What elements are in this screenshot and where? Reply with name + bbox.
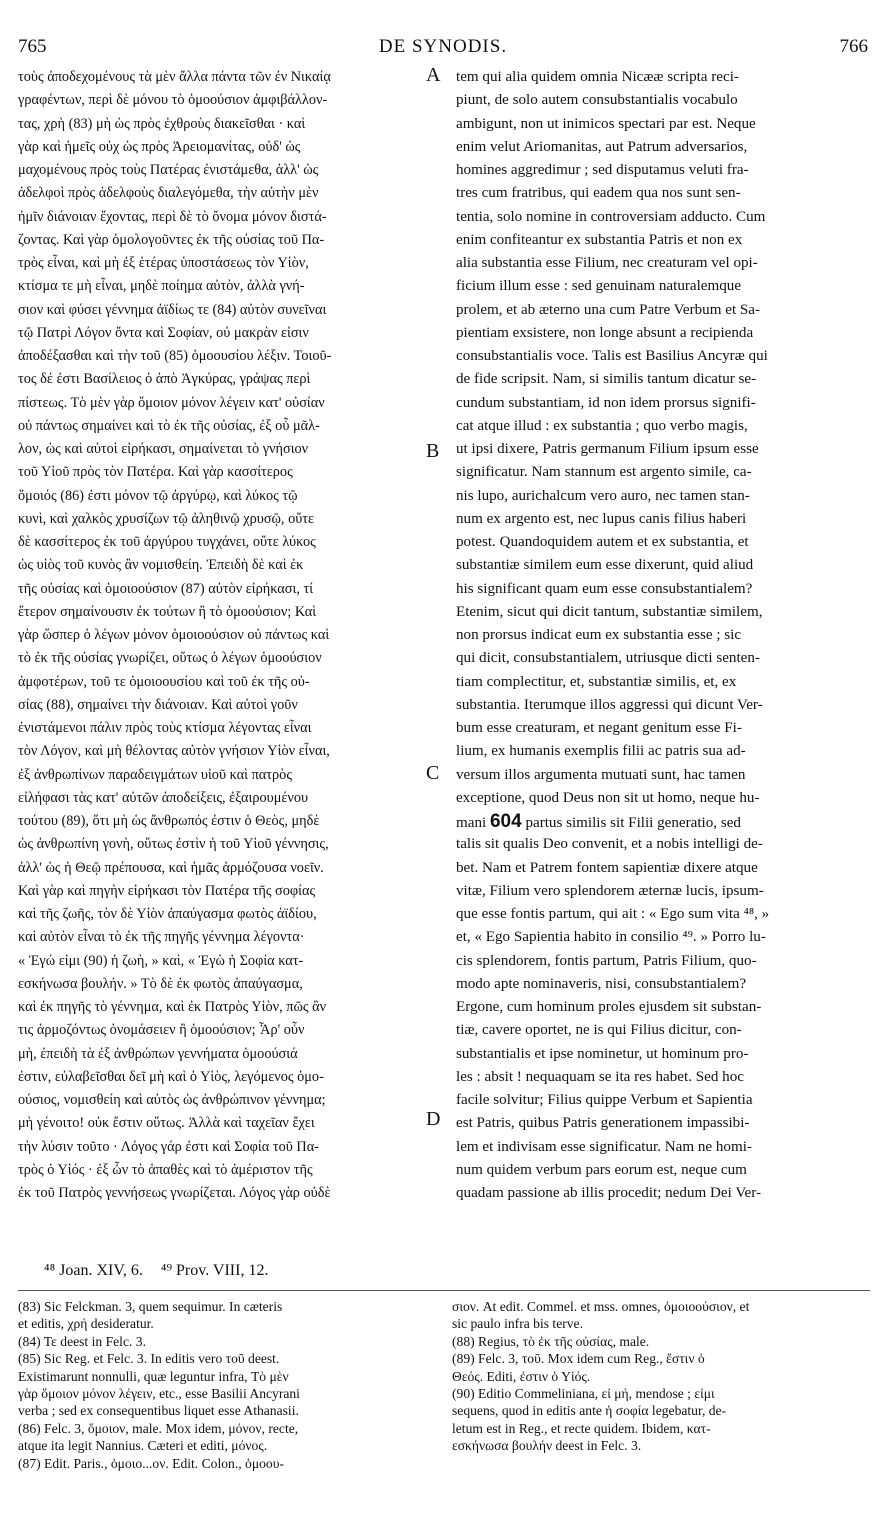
greek-text-line: σιον καὶ φύσει γέννημα ἀϊδίως τε (84) αὐτὸν συνεῖναι bbox=[18, 301, 327, 318]
latin-text-line: bum esse creaturam, et negant genitum esse Fi- bbox=[456, 720, 742, 736]
latin-text-line: Ergone, cum hominum proles ejusdem sit substan- bbox=[456, 999, 762, 1015]
section-marker-d: D bbox=[426, 1108, 441, 1130]
latin-text-line: facile solvitur; Filius quippe Verbum et Sapientia bbox=[456, 1092, 753, 1108]
footnote-line: et editis, χρή desideratur. bbox=[18, 1316, 154, 1332]
latin-text-line: consubstantialis voce. Talis est Basilius Ancyræ qui bbox=[456, 348, 768, 364]
running-header bbox=[18, 36, 868, 60]
footnote-line: (90) Editio Commeliniana, εἰ μή, mendose ; εἰμι bbox=[452, 1385, 715, 1401]
latin-text-line: homines aggredimur ; sed disputamus veluti fra- bbox=[456, 162, 749, 178]
footnote-line: Θεός. Editi, ἐστιν ὁ Υἱός. bbox=[452, 1368, 591, 1384]
latin-text-line: substantialis et ipse nominetur, ut hominum pro- bbox=[456, 1045, 749, 1062]
latin-text-line: tres cum fratribus, qui eadem qua nos sunt sen- bbox=[456, 185, 741, 202]
scripture-ref: ⁴⁹ Prov. VIII, 12. bbox=[160, 1262, 269, 1279]
latin-text-line: num quidem verbum pars eorum est, neque cum bbox=[456, 1161, 747, 1178]
greek-text-line: δὲ κασσίτερος ἐκ τοῦ ἀργύρου τυγχάνει, οὔτε λύκος bbox=[18, 534, 316, 550]
greek-text-line: τὸν Λόγον, καὶ μὴ θέλοντας αὐτὸν γνήσιον Υἱὸν εἶναι, bbox=[18, 743, 330, 760]
latin-text-line: qui dicit, consubstantialem, utriusque dicti senten- bbox=[456, 650, 760, 667]
latin-text-fragment: mani bbox=[456, 815, 490, 831]
greek-text-line: ἐκ τοῦ Πατρὸς γεννήσεως γνωρίζεται. Λόγος γὰρ οὐδὲ bbox=[18, 1185, 331, 1201]
latin-text-line: Etenim, sicut qui dicit tantum, substantiæ similem, bbox=[456, 603, 763, 620]
greek-text-line: τῆς οὐσίας καὶ ὁμοιοούσιον (87) αὐτὸν εἰρήκασι, τί bbox=[18, 580, 314, 597]
greek-text-line: οὐ πάντως σημαίνει καὶ τὸ ἐκ τῆς οὐσίας, ἐξ οὗ μᾶλ- bbox=[18, 417, 320, 434]
greek-text-line: τις ἁρμοζόντως ὀνομάσειεν ἢ ὁμοούσιον; Ἆρ' οὖν bbox=[18, 1022, 305, 1039]
latin-text-line: exceptione, quod Deus non sit ut homo, neque hu- bbox=[456, 789, 760, 806]
latin-text-line: est Patris, quibus Patris generationem impassibi- bbox=[456, 1115, 750, 1132]
running-title: DE SYNODIS. bbox=[378, 36, 508, 57]
greek-text-line: καὶ τῆς ζωῆς, τὸν δὲ Υἱὸν ἀπαύγασμα φωτὸς ἀϊδίου, bbox=[18, 906, 317, 922]
greek-text-line: μαχομένους πρὸς τοὺς Πατέρας ἐνιστάμεθα, ἀλλ' ὡς bbox=[18, 162, 319, 178]
scripture-ref: ⁴⁸ Joan. XIV, 6. bbox=[44, 1262, 143, 1279]
greek-text-line: ὡς υἱὸς τοῦ κυνὸς ἂν νομισθείη. Ἐπειδὴ δὲ καὶ ἐκ bbox=[18, 557, 304, 574]
latin-text-line: ficium illum esse : sed genuinam naturalemque bbox=[456, 278, 742, 295]
greek-text-line: ἀποδέξασθαι καὶ τὴν τοῦ (85) ὁμοουσίου λέξιν. Τοιοῦ- bbox=[18, 348, 332, 364]
latin-text-line: vitæ, Filium vero splendorem æternæ lucis, ipsum- bbox=[456, 882, 764, 899]
latin-text-line: his significant quam eum esse consubstantialem? bbox=[456, 580, 753, 597]
latin-text-line: alia substantia esse Filium, nec creaturam vel opi- bbox=[456, 255, 758, 271]
latin-text-line: cat atque illud : ex substantia ; quo verbo magis, bbox=[456, 417, 748, 434]
latin-text-line: tiæ, cavere oportet, ne is qui Filius dicitur, con- bbox=[456, 1022, 742, 1039]
greek-text-line: Καὶ γὰρ καὶ πηγὴν εἰρήκασι τὸν Πατέρα τῆς σοφίας bbox=[18, 882, 316, 899]
latin-text-line: num ex argento est, nec lupus canis filius haberi bbox=[456, 510, 747, 527]
latin-text-line: potest. Quandoquidem autem et ex substantia, et bbox=[456, 534, 749, 550]
greek-text-line: ἡμῖν διάνοιαν ἔχοντας, περὶ δὲ τὸ ὄνομα μόνον διστά- bbox=[18, 208, 327, 225]
greek-text-line: γραφέντων, περὶ δὲ μόνου τὸ ὁμοούσιον ἀμφιβάλλον- bbox=[18, 92, 328, 109]
latin-text-line: substantia. Iterumque illos aggressi qui dicunt Ver- bbox=[456, 696, 763, 713]
latin-text-line: significatur. Nam stannum est argento simile, ca- bbox=[456, 464, 752, 481]
latin-text-line: talis sit qualis Deo convenit, et a nobis intelligi de- bbox=[456, 836, 763, 853]
latin-text-line: quadam passione ab illis procedit; nedum Dei Ver- bbox=[456, 1185, 761, 1201]
latin-text-line bbox=[456, 810, 870, 833]
page-number-right: 766 bbox=[839, 36, 868, 57]
greek-text-line: μὴ, ἐπειδὴ τὰ ἐξ ἀνθρώπων γεννήματα ὁμοούσιά bbox=[18, 1045, 298, 1062]
section-marker-c: C bbox=[426, 762, 440, 784]
footnote-line: (84) Τε deest in Felc. 3. bbox=[18, 1333, 146, 1349]
latin-text-line: lem et indivisam esse significatur. Nam ne homi- bbox=[456, 1138, 752, 1155]
footnotes-right bbox=[452, 1298, 870, 1455]
page-number-left: 765 bbox=[18, 36, 47, 57]
latin-text-line: versum illos argumenta mutuati sunt, hac tamen bbox=[456, 766, 746, 783]
latin-text-line: substantiæ similem eum esse dixerunt, quid aliud bbox=[456, 557, 754, 574]
section-marker-a: A bbox=[426, 64, 441, 86]
latin-text-line: les : absit ! nequaquam se ita res habet. Sed hoc bbox=[456, 1068, 744, 1085]
footnote-line: (87) Edit. Paris., ὁμοιο...ον. Edit. Colon., ὁμοου- bbox=[18, 1455, 284, 1471]
greek-text-line: τὴν λύσιν τοῦτο · Λόγος γάρ ἐστι καὶ Σοφία τοῦ Πα- bbox=[18, 1138, 319, 1155]
footnote-divider bbox=[18, 1290, 870, 1291]
latin-text-line: que esse fontis partum, qui ait : « Ego sum vita ⁴⁸, » bbox=[456, 906, 770, 922]
greek-text-line: τρὸς ὁ Υἱός · ἐξ ὧν τὸ ἀπαθὲς καὶ τὸ ἀμέριστον τῆς bbox=[18, 1161, 313, 1178]
footnote-line: εσκήνωσα βουλήν deest in Felc. 3. bbox=[452, 1438, 642, 1454]
footnotes-left bbox=[18, 1298, 428, 1472]
latin-text-line: non prorsus indicat eum ex substantia esse ; sic bbox=[456, 627, 742, 643]
greek-text-line: ἐστιν, εὐλαβεῖσθαι δεῖ μὴ καὶ ὁ Υἱὸς, λεγόμενος ὁμο- bbox=[18, 1068, 324, 1085]
footnote-line: (89) Felc. 3, τοῦ. Mox idem cum Reg., ἔστιν ὁ bbox=[452, 1351, 705, 1367]
latin-text-line: bet. Nam et Patrem fontem sapientiæ dixere atque bbox=[456, 859, 758, 876]
greek-text-line: κυνὶ, καὶ χαλκὸς χρυσίζων τῷ ἀληθινῷ χρυσῷ, οὔτε bbox=[18, 510, 315, 527]
latin-text-line: et, « Ego Sapientia habito in consilio ⁴⁹. » Porro lu- bbox=[456, 929, 766, 946]
section-marker-b: B bbox=[426, 440, 440, 462]
column-number: 604 bbox=[489, 811, 522, 832]
latin-text-line: enim velut Ariomanitas, aut Patrum adversarios, bbox=[456, 138, 748, 155]
greek-text-line: εσκήνωσα βουλήν. » Τὸ δὲ ἐκ φωτὸς ἀπαύγασμα, bbox=[18, 975, 303, 992]
greek-text-line: μὴ γένοιτο! οὐκ ἔστιν οὕτως. Ἀλλὰ καὶ ταχεῖαν ἔχει bbox=[18, 1115, 315, 1132]
greek-text-line: τρὸς εἶναι, καὶ μὴ ἐξ ἑτέρας ὑποστάσεως τὸν Υἱὸν, bbox=[18, 255, 309, 271]
footnote-line: atque ita legit Nannius. Cæteri et editi, μόνος. bbox=[18, 1438, 268, 1454]
latin-text-line: ambigunt, non ut inimicos spectari par est. Neque bbox=[456, 115, 756, 132]
latin-text-line: ut ipsi dixere, Patris germanum Filium ipsum esse bbox=[456, 441, 759, 457]
footnote-line: (88) Regius, τὸ ἐκ τῆς οὐσίας, male. bbox=[452, 1333, 650, 1349]
latin-text-line: de fide scripsit. Nam, si similis tantum dicatur se- bbox=[456, 371, 757, 388]
footnote-line: sequens, quod in editis ante ἡ σοφία legebatur, de- bbox=[452, 1403, 727, 1419]
greek-text-line: τὸ ἐκ τῆς οὐσίας γνωρίζει, οὕτως ὁ λέγων ὁμοούσιον bbox=[18, 650, 322, 667]
greek-text-line: τας, χρὴ (83) μὴ ὡς πρὸς ἐχθροὺς διακεῖσθαι · καὶ bbox=[18, 115, 306, 132]
latin-text-line: cundum substantiam, id non idem prorsus signifi- bbox=[456, 394, 756, 411]
greek-text-line: τος δέ ἐστι Βασίλειος ὁ ἀπὸ Ἀγκύρας, γράψας περὶ bbox=[18, 371, 311, 388]
footnote-line: Existimarunt nonnulli, quæ leguntur infra, Τὸ μὲν bbox=[18, 1368, 289, 1384]
footnote-line: (85) Sic Reg. et Felc. 3. In editis vero τοῦ deest. bbox=[18, 1351, 280, 1367]
greek-text-line: γὰρ καὶ ἡμεῖς οὐχ ὡς πρὸς Ἀρειομανίτας, οὐδ' ὡς bbox=[18, 138, 301, 155]
greek-text-line: πίστεως. Τὸ μὲν γὰρ ὅμοιον μόνον λέγειν κατ' οὐσίαν bbox=[18, 394, 325, 411]
footnote-line: letum est in Reg., et recte quidem. Ibidem, κατ- bbox=[452, 1420, 711, 1436]
greek-text-line: κτίσμα τε μὴ εἶναι, μηδὲ ποίημα αὐτὸν, ἀλλὰ γνή- bbox=[18, 278, 305, 295]
latin-text-line: piunt, de solo autem consubstantialis vocabulo bbox=[456, 92, 738, 109]
greek-text-line: ἀδελφοὶ πρὸς ἀδελφοὺς διαλεγόμεθα, τὴν αὐτὴν μὲν bbox=[18, 185, 319, 202]
scripture-references bbox=[44, 1262, 282, 1280]
greek-text-line: καὶ ἐκ πηγῆς τὸ γέννημα, καὶ ἐκ Πατρὸς Υἱὸν, πῶς ἂν bbox=[18, 999, 327, 1015]
greek-text-line: γὰρ ὥσπερ ὁ λέγων μόνον ὁμοιοούσιον οὐ πάντως καὶ bbox=[18, 627, 330, 643]
greek-text-line: σίας (88), σημαίνει τὴν διάνοιαν. Καὶ αὐτοὶ γοῦν bbox=[18, 696, 298, 713]
greek-text-line: καὶ αὐτὸν εἶναι τὸ ἐκ τῆς πηγῆς γέννημα λέγοντα· bbox=[18, 929, 305, 946]
latin-text-line: enim confiteantur ex substantia Patris et non ex bbox=[456, 231, 743, 248]
latin-text-line: tem qui alia quidem omnia Nicææ scripta reci- bbox=[456, 69, 739, 85]
greek-text-line: ἐνιστάμενοι πάλιν πρὸς τοὺς κτίσμα λέγοντας εἶναι bbox=[18, 720, 312, 736]
latin-text-line: prolem, et ab æterno una cum Patre Verbum et Sa- bbox=[456, 301, 761, 318]
greek-text-line: τοὺς ἀποδεχομένους τὰ μὲν ἄλλα πάντα τῶν ἐν Νικαίᾳ bbox=[18, 69, 331, 85]
greek-text-line: ἀμφοτέρων, τοῦ τε ὁμοιοουσίου καὶ τοῦ ἐκ τῆς οὐ- bbox=[18, 673, 310, 690]
footnote-line: γὰρ ὅμοιον μόνον λέγειν, etc., esse Basilii Ancyrani bbox=[18, 1385, 300, 1401]
latin-text-line: tentia, solo nomine in controversiam adducto. Cum bbox=[456, 208, 766, 225]
footnote-line: sic paulo infra bis terve. bbox=[452, 1316, 583, 1332]
greek-text-line: εἰλήφασι τὰς κατ' αὐτῶν ἀποδείξεις, ἐξαιρουμένου bbox=[18, 789, 309, 806]
latin-text-line: modo apte nominaveris, nisi, consubstantialem? bbox=[456, 975, 747, 992]
greek-text-line: « Ἐγώ εἰμι (90) ἡ ζωὴ, » καὶ, « Ἐγὼ ἡ Σοφία κατ- bbox=[18, 952, 304, 969]
latin-column bbox=[456, 66, 870, 1205]
greek-text-line: ὅμοιός (86) ἐστι μόνον τῷ ἀργύρῳ, καὶ λύκος τῷ bbox=[18, 487, 298, 504]
latin-text-line: cis splendorem, fontis partum, Patris Filium, quo- bbox=[456, 952, 757, 969]
greek-column bbox=[18, 66, 424, 1205]
footnote-line: (86) Felc. 3, ὅμοιον, male. Mox idem, μόνον, recte, bbox=[18, 1420, 299, 1436]
latin-text-line: tiam complectitur, et, substantiæ similis, et, ex bbox=[456, 673, 737, 690]
greek-text-line: λον, ὡς καὶ αὐτοὶ εἰρήκασι, σημαίνεται τὸ γνήσιον bbox=[18, 441, 309, 457]
greek-text-line: ζοντας. Καὶ γὰρ ὁμολογοῦντες ἐκ τῆς οὐσίας τοῦ Πα- bbox=[18, 231, 325, 248]
greek-text-line: ἕτερον σημαίνουσιν ἐκ τούτων ἢ τὸ ὁμοούσιον; Καὶ bbox=[18, 603, 317, 620]
greek-text-line: ἀλλ' ὡς ἡ Θεῷ πρέπουσα, καὶ ἡμᾶς ἁρμόζουσα νοεῖν. bbox=[18, 859, 324, 876]
latin-text-line: pientiam exsistere, non longe absunt a recipienda bbox=[456, 324, 754, 341]
latin-text-line: lium, ex humanis exemplis filii ac patris sua ad- bbox=[456, 743, 746, 760]
greek-text-line: ἐξ ἀνθρωπίνων παραδειγμάτων υἱοῦ καὶ πατρὸς bbox=[18, 766, 292, 783]
greek-text-line: ὡς ἀνθρωπίνη γονὴ, οὕτως ἐστὶν ἡ τοῦ Υἱοῦ γέννησις, bbox=[18, 836, 329, 853]
greek-text-line: ούσιος, νομισθείη καὶ αὐτὸς ὡς ἀνθρώπινον γέννημα; bbox=[18, 1092, 326, 1108]
greek-text-line: τῷ Πατρὶ Λόγον ὄντα καὶ Σοφίαν, οὐ μακρὰν εἰσιν bbox=[18, 324, 309, 341]
footnote-line: verba ; sed ex consequentibus liquet esse Athanasii. bbox=[18, 1403, 299, 1419]
footnote-line: (83) Sic Felckman. 3, quem sequimur. In cæteris bbox=[18, 1299, 283, 1314]
footnote-line: σιον. At edit. Commel. et mss. omnes, ὁμοιοούσιον, et bbox=[452, 1299, 750, 1314]
greek-text-line: τοῦ Υἱοῦ πρὸς τὸν Πατέρα. Καὶ γὰρ κασσίτερος bbox=[18, 464, 293, 481]
greek-text-line: τούτου (89), ὅτι μὴ ὡς ἄνθρωπός ἐστιν ὁ Θεὸς, μηδὲ bbox=[18, 813, 320, 829]
latin-text-fragment: partus similis sit Filii generatio, sed bbox=[525, 815, 741, 831]
latin-text-line: nis lupo, aurichalcum vero auro, nec tamen stan- bbox=[456, 487, 750, 504]
